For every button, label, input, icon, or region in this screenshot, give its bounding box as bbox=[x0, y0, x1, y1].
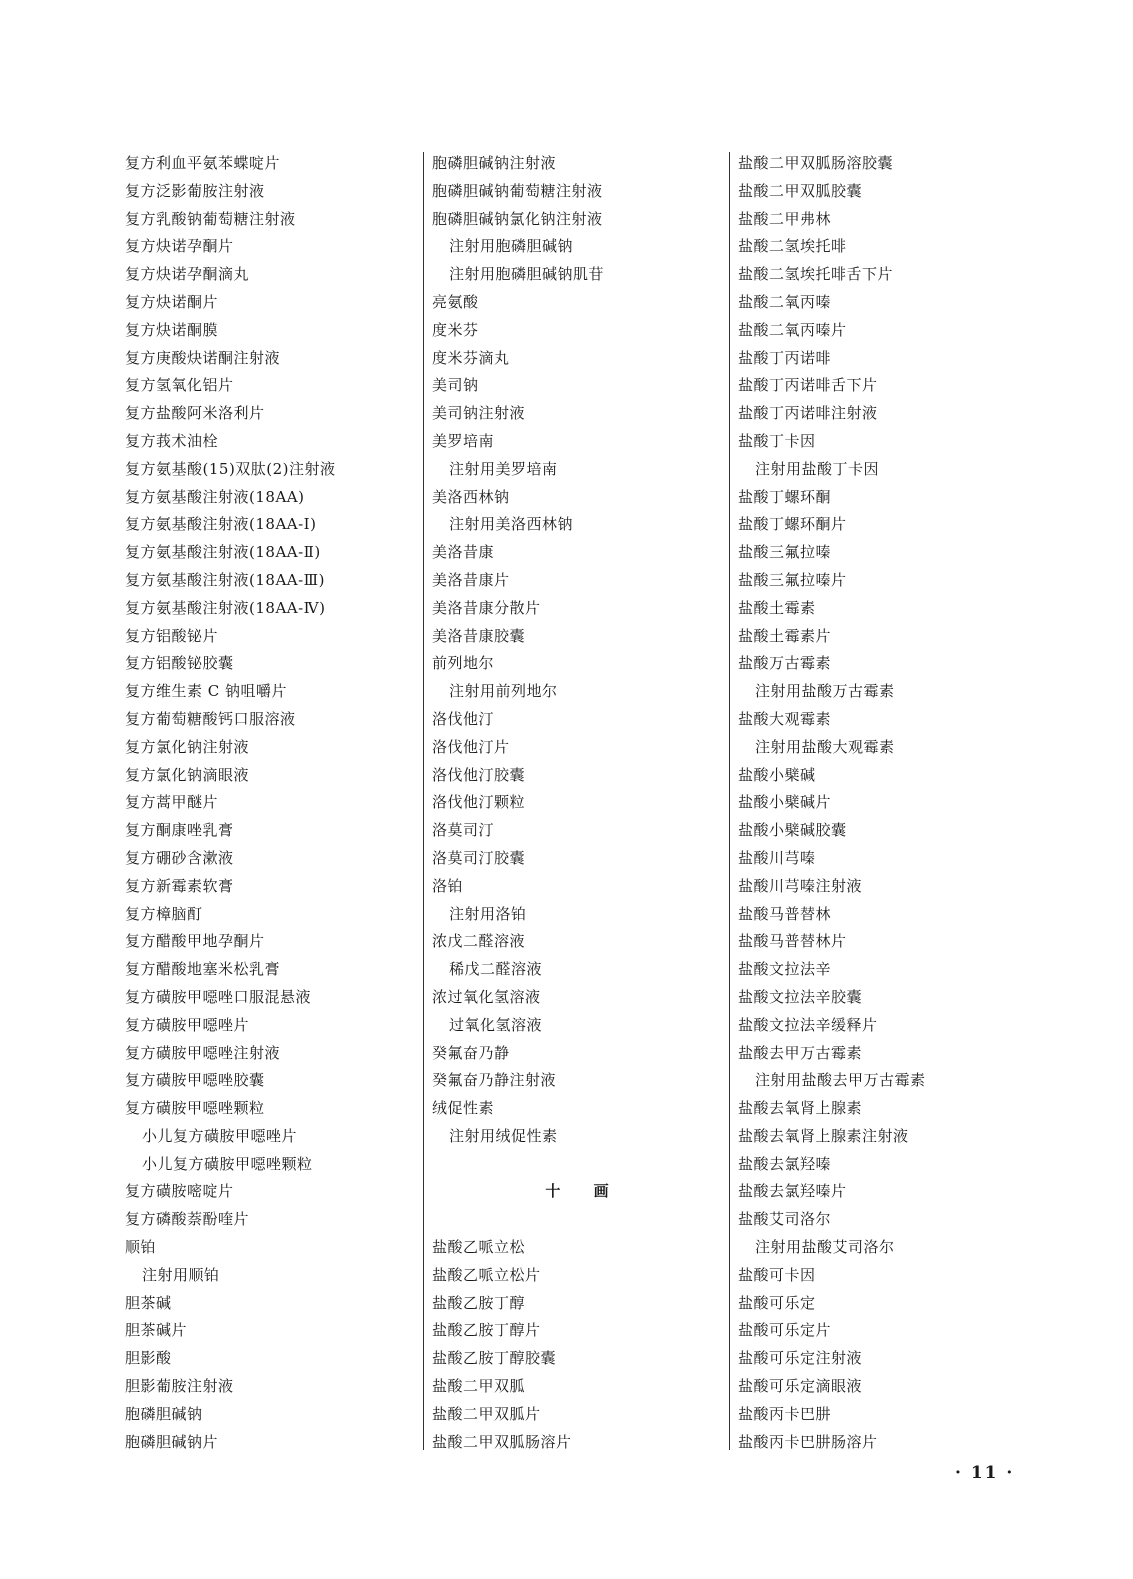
index-entry: 复方醋酸甲地孕酮片 bbox=[125, 932, 265, 951]
index-entry: 顺铂 bbox=[125, 1238, 157, 1257]
index-entry: 复方氯化钠注射液 bbox=[125, 737, 250, 756]
index-entry: 盐酸万古霉素 bbox=[738, 654, 832, 673]
index-entry: 盐酸乙胺丁醇胶囊 bbox=[432, 1349, 557, 1368]
index-entry: 盐酸三氟拉嗪 bbox=[738, 543, 832, 562]
index-subentry: 小儿复方磺胺甲噁唑片 bbox=[142, 1126, 298, 1145]
index-entry: 复方氢氧化铝片 bbox=[125, 376, 234, 395]
index-entry: 复方氨基酸(15)双肽(2)注射液 bbox=[125, 459, 336, 478]
index-entry: 前列地尔 bbox=[432, 654, 495, 673]
index-entry: 洛铂 bbox=[432, 876, 464, 895]
index-entry: 复方葡萄糖酸钙口服溶液 bbox=[125, 709, 296, 728]
index-entry: 盐酸川芎嗪 bbox=[738, 848, 816, 867]
index-entry: 洛伐他汀胶囊 bbox=[432, 765, 526, 784]
index-entry: 盐酸丁丙诺啡舌下片 bbox=[738, 376, 878, 395]
index-entry: 盐酸乙胺丁醇 bbox=[432, 1293, 526, 1312]
index-entry: 盐酸二氢埃托啡 bbox=[738, 237, 847, 256]
index-entry: 盐酸大观霉素 bbox=[738, 709, 832, 728]
index-entry: 盐酸乙胺丁醇片 bbox=[432, 1321, 541, 1340]
index-entry: 盐酸可乐定 bbox=[738, 1293, 816, 1312]
index-entry: 盐酸三氟拉嗪片 bbox=[738, 570, 847, 589]
index-subentry: 注射用绒促性素 bbox=[449, 1126, 558, 1145]
index-column-2 bbox=[432, 150, 722, 1456]
index-subentry: 过氧化氢溶液 bbox=[449, 1015, 543, 1034]
index-entry: 复方磺胺甲噁唑注射液 bbox=[125, 1043, 281, 1062]
index-entry: 复方磺胺甲噁唑口服混悬液 bbox=[125, 987, 312, 1006]
index-entry: 复方炔诺孕酮片 bbox=[125, 237, 234, 256]
index-subentry: 小儿复方磺胺甲噁唑颗粒 bbox=[142, 1154, 313, 1173]
index-entry: 盐酸丁丙诺啡 bbox=[738, 348, 832, 367]
index-entry: 盐酸丁卡因 bbox=[738, 431, 816, 450]
index-subentry: 注射用盐酸丁卡因 bbox=[755, 459, 880, 478]
index-entry: 盐酸乙哌立松 bbox=[432, 1238, 526, 1257]
index-entry: 胞磷胆碱钠片 bbox=[125, 1432, 219, 1451]
index-entry: 胞磷胆碱钠葡萄糖注射液 bbox=[432, 181, 603, 200]
index-entry: 盐酸去氧肾上腺素注射液 bbox=[738, 1126, 909, 1145]
index-entry: 美洛西林钠 bbox=[432, 487, 510, 506]
index-entry: 盐酸二甲双胍肠溶胶囊 bbox=[738, 154, 894, 172]
index-entry: 盐酸二甲弗林 bbox=[738, 209, 832, 228]
index-entry: 盐酸小檗碱片 bbox=[738, 793, 832, 812]
index-entry: 美洛昔康 bbox=[432, 543, 495, 562]
index-entry: 复方磷酸萘酚喹片 bbox=[125, 1210, 250, 1229]
index-entry: 盐酸去甲万古霉素 bbox=[738, 1043, 863, 1062]
index-entry: 复方氨基酸注射液(18AA-Ⅲ) bbox=[125, 570, 325, 589]
index-entry: 洛伐他汀片 bbox=[432, 737, 510, 756]
index-subentry: 注射用胞磷胆碱钠肌苷 bbox=[449, 265, 605, 284]
index-entry: 盐酸丙卡巴肼肠溶片 bbox=[738, 1432, 878, 1451]
index-entry: 复方维生素 C 钠咀嚼片 bbox=[125, 682, 288, 701]
index-entry: 盐酸土霉素片 bbox=[738, 626, 832, 645]
index-entry: 盐酸二氧丙嗪片 bbox=[738, 320, 847, 339]
index-entry: 盐酸川芎嗪注射液 bbox=[738, 876, 863, 895]
index-entry: 盐酸丁丙诺啡注射液 bbox=[738, 404, 878, 423]
index-entry: 美司钠注射液 bbox=[432, 404, 526, 423]
index-entry: 盐酸二氢埃托啡舌下片 bbox=[738, 265, 894, 284]
index-entry: 盐酸土霉素 bbox=[738, 598, 816, 617]
index-entry: 胞磷胆碱钠注射液 bbox=[432, 154, 557, 172]
index-subentry: 稀戊二醛溶液 bbox=[449, 960, 543, 979]
section-heading: 十 画 bbox=[545, 1182, 623, 1201]
index-entry: 复方盐酸阿米洛利片 bbox=[125, 404, 265, 423]
index-entry: 盐酸可乐定注射液 bbox=[738, 1349, 863, 1368]
index-subentry: 注射用前列地尔 bbox=[449, 682, 558, 701]
index-entry: 复方铝酸铋胶囊 bbox=[125, 654, 234, 673]
index-entry: 胞磷胆碱钠氯化钠注射液 bbox=[432, 209, 603, 228]
index-entry: 复方磺胺甲噁唑颗粒 bbox=[125, 1099, 265, 1118]
index-entry: 复方氨基酸注射液(18AA-Ⅱ) bbox=[125, 543, 321, 562]
page-number: · 11 · bbox=[955, 1463, 1015, 1483]
spacer bbox=[432, 1151, 722, 1179]
index-entry: 盐酸二甲双胍肠溶片 bbox=[432, 1432, 572, 1451]
index-entry: 度米芬 bbox=[432, 320, 479, 339]
index-entry: 美洛昔康胶囊 bbox=[432, 626, 526, 645]
index-entry: 盐酸可卡因 bbox=[738, 1265, 816, 1284]
index-entry: 复方莪术油栓 bbox=[125, 431, 219, 450]
index-entry: 复方氨基酸注射液(18AA-Ⅳ) bbox=[125, 598, 326, 617]
index-entry: 盐酸马普替林片 bbox=[738, 932, 847, 951]
spacer bbox=[432, 1206, 722, 1234]
index-entry: 盐酸二甲双胍片 bbox=[432, 1404, 541, 1423]
index-entry: 盐酸文拉法辛胶囊 bbox=[738, 987, 863, 1006]
index-subentry: 注射用顺铂 bbox=[142, 1265, 220, 1284]
index-entry: 复方氨基酸注射液(18AA) bbox=[125, 487, 305, 506]
index-entry: 绒促性素 bbox=[432, 1099, 495, 1118]
index-entry: 盐酸小檗碱胶囊 bbox=[738, 821, 847, 840]
index-subentry: 注射用美罗培南 bbox=[449, 459, 558, 478]
index-entry: 洛莫司汀胶囊 bbox=[432, 848, 526, 867]
index-entry: 盐酸可乐定片 bbox=[738, 1321, 832, 1340]
index-entry: 浓戊二醛溶液 bbox=[432, 932, 526, 951]
index-entry: 浓过氧化氢溶液 bbox=[432, 987, 541, 1006]
index-entry: 复方庚酸炔诺酮注射液 bbox=[125, 348, 281, 367]
index-entry: 复方炔诺孕酮滴丸 bbox=[125, 265, 250, 284]
index-entry: 盐酸去氧肾上腺素 bbox=[738, 1099, 863, 1118]
index-entry: 复方泛影葡胺注射液 bbox=[125, 181, 265, 200]
index-entry: 复方樟脑酊 bbox=[125, 904, 203, 923]
index-entry: 盐酸可乐定滴眼液 bbox=[738, 1377, 863, 1396]
index-entry: 盐酸丁螺环酮片 bbox=[738, 515, 847, 534]
index-entry: 胆茶碱 bbox=[125, 1293, 172, 1312]
index-entry: 盐酸丁螺环酮 bbox=[738, 487, 832, 506]
index-entry: 盐酸二甲双胍胶囊 bbox=[738, 181, 863, 200]
index-column-3 bbox=[738, 150, 1028, 1456]
index-entry: 复方炔诺酮膜 bbox=[125, 320, 219, 339]
index-subentry: 注射用洛铂 bbox=[449, 904, 527, 923]
index-subentry: 注射用盐酸去甲万古霉素 bbox=[755, 1071, 926, 1090]
index-entry: 胆影葡胺注射液 bbox=[125, 1377, 234, 1396]
index-entry: 复方磺胺甲噁唑胶囊 bbox=[125, 1071, 265, 1090]
index-entry: 洛莫司汀 bbox=[432, 821, 495, 840]
index-entry: 复方磺胺甲噁唑片 bbox=[125, 1015, 250, 1034]
index-entry: 复方炔诺酮片 bbox=[125, 292, 219, 311]
index-entry: 盐酸去氯羟嗪片 bbox=[738, 1182, 847, 1201]
index-entry: 美罗培南 bbox=[432, 431, 495, 450]
index-entry: 复方酮康唑乳膏 bbox=[125, 821, 234, 840]
index-entry: 复方乳酸钠葡萄糖注射液 bbox=[125, 209, 296, 228]
index-entry: 复方利血平氨苯蝶啶片 bbox=[125, 154, 281, 172]
index-entry: 美洛昔康分散片 bbox=[432, 598, 541, 617]
index-entry: 盐酸小檗碱 bbox=[738, 765, 816, 784]
index-entry: 复方氯化钠滴眼液 bbox=[125, 765, 250, 784]
index-entry: 盐酸艾司洛尔 bbox=[738, 1210, 832, 1229]
index-subentry: 注射用美洛西林钠 bbox=[449, 515, 574, 534]
index-entry: 度米芬滴丸 bbox=[432, 348, 510, 367]
index-entry: 美司钠 bbox=[432, 376, 479, 395]
column-divider bbox=[729, 152, 730, 1450]
column-divider bbox=[423, 152, 424, 1450]
index-entry: 盐酸二氧丙嗪 bbox=[738, 292, 832, 311]
index-entry: 洛伐他汀颗粒 bbox=[432, 793, 526, 812]
index-entry: 复方硼砂含漱液 bbox=[125, 848, 234, 867]
index-entry: 复方氨基酸注射液(18AA-Ⅰ) bbox=[125, 515, 317, 534]
index-entry: 盐酸马普替林 bbox=[738, 904, 832, 923]
index-entry: 洛伐他汀 bbox=[432, 709, 495, 728]
index-entry: 盐酸文拉法辛缓释片 bbox=[738, 1015, 878, 1034]
index-subentry: 注射用盐酸艾司洛尔 bbox=[755, 1238, 895, 1257]
index-subentry: 注射用盐酸万古霉素 bbox=[755, 682, 895, 701]
index-entry: 盐酸二甲双胍 bbox=[432, 1377, 526, 1396]
index-entry: 胞磷胆碱钠 bbox=[125, 1404, 203, 1423]
index-entry: 复方铝酸铋片 bbox=[125, 626, 219, 645]
index-subentry: 注射用盐酸大观霉素 bbox=[755, 737, 895, 756]
index-subentry: 注射用胞磷胆碱钠 bbox=[449, 237, 574, 256]
index-entry: 盐酸文拉法辛 bbox=[738, 960, 832, 979]
index-entry: 盐酸去氯羟嗪 bbox=[738, 1154, 832, 1173]
index-entry: 胆茶碱片 bbox=[125, 1321, 188, 1340]
index-entry: 胆影酸 bbox=[125, 1349, 172, 1368]
index-entry: 复方磺胺嘧啶片 bbox=[125, 1182, 234, 1201]
index-entry: 美洛昔康片 bbox=[432, 570, 510, 589]
index-entry: 盐酸丙卡巴肼 bbox=[738, 1404, 832, 1423]
index-entry: 癸氟奋乃静注射液 bbox=[432, 1071, 557, 1090]
index-entry: 复方蒿甲醚片 bbox=[125, 793, 219, 812]
index-column-1 bbox=[125, 150, 415, 1456]
index-entry: 亮氨酸 bbox=[432, 292, 479, 311]
index-entry: 复方新霉素软膏 bbox=[125, 876, 234, 895]
index-entry: 盐酸乙哌立松片 bbox=[432, 1265, 541, 1284]
index-entry: 癸氟奋乃静 bbox=[432, 1043, 510, 1062]
index-entry: 复方醋酸地塞米松乳膏 bbox=[125, 960, 281, 979]
